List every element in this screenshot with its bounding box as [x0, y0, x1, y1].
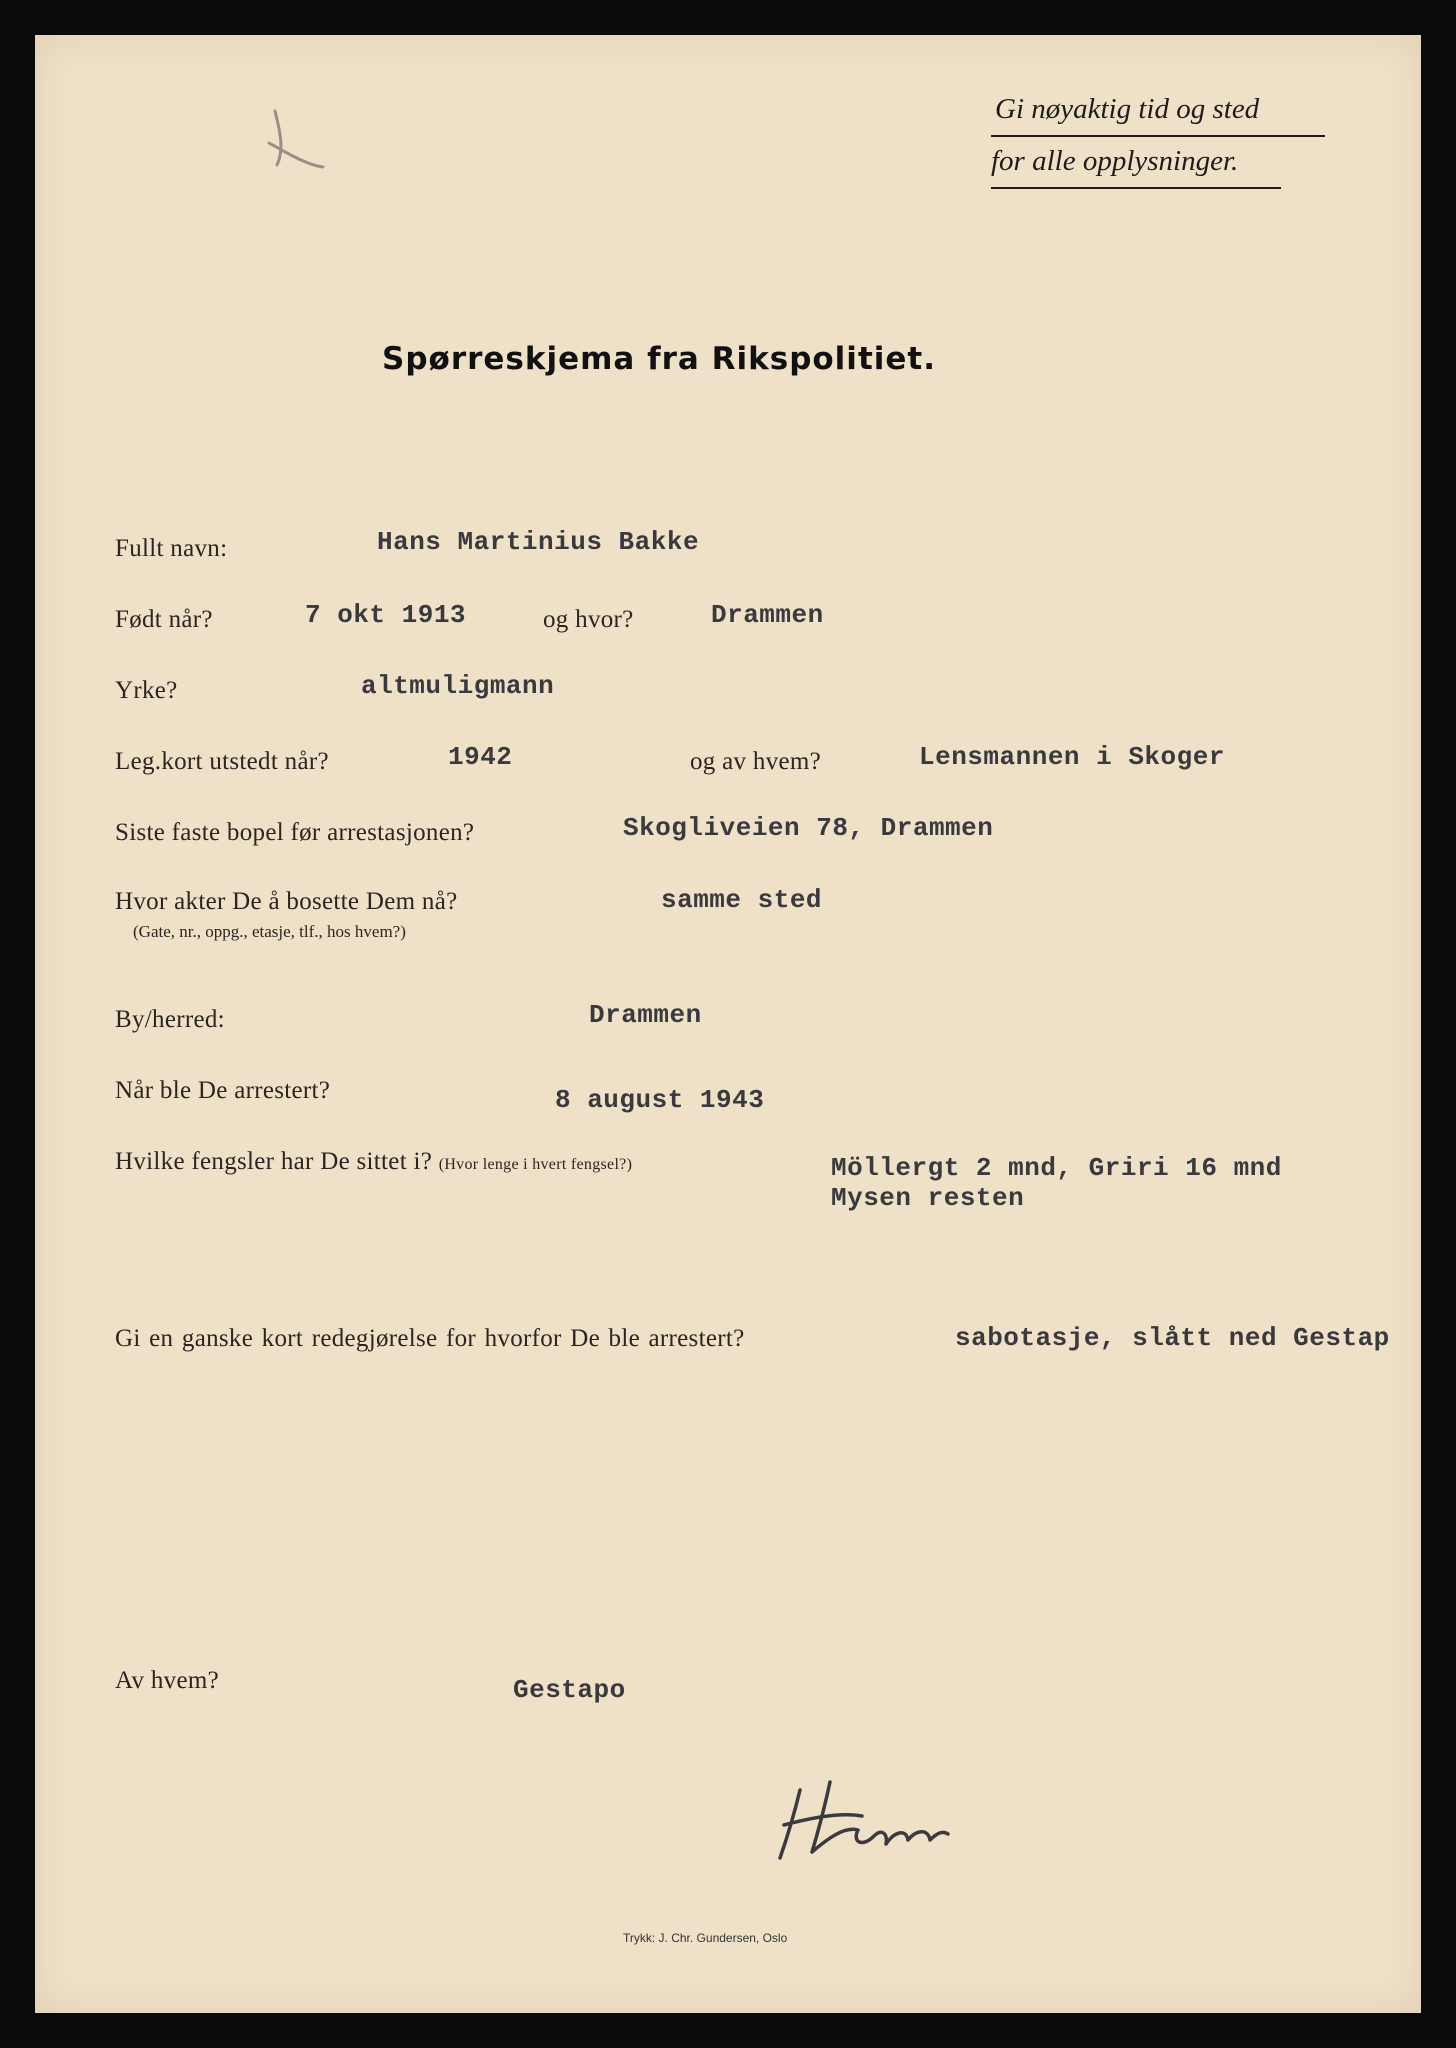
- form-page: [35, 35, 1421, 2013]
- pencil-mark-icon: [267, 103, 327, 173]
- prisons-label: [115, 1148, 632, 1176]
- born-label: Født når?: [115, 606, 213, 633]
- occupation-value: altmuligmann: [361, 671, 555, 701]
- by-whom-label: Av hvem?: [115, 1667, 219, 1694]
- born-value: 7 okt 1913: [305, 600, 467, 630]
- name-label: Fullt navn:: [115, 535, 228, 562]
- note-underline-1: [991, 135, 1325, 137]
- residence-value: Skogliveien 78, Drammen: [623, 813, 994, 843]
- occupation-label: Yrke?: [115, 677, 178, 704]
- idcard-value: 1942: [448, 742, 513, 772]
- town-label: By/herred:: [115, 1006, 225, 1033]
- idcard-label: Leg.kort utstedt når?: [115, 748, 329, 775]
- reason-value-clip: [955, 1323, 1421, 1353]
- settle-label: Hvor akter De å bosette Dem nå?: [115, 888, 458, 915]
- instruction-note-line1: Gi nøyaktig tid og sted: [995, 93, 1260, 125]
- name-value: Hans Martinius Bakke: [377, 527, 700, 557]
- arrested-value: 8 august 1943: [555, 1085, 765, 1115]
- instruction-note-line2: for alle opplysninger.: [991, 145, 1239, 177]
- born-where-label: og hvor?: [543, 606, 634, 633]
- idcard-by-value: Lensmannen i Skoger: [919, 742, 1225, 772]
- reason-value: sabotasje, slått ned Gestap: [955, 1323, 1390, 1353]
- settle-sublabel: (Gate, nr., oppg., etasje, tlf., hos hvem?): [133, 922, 406, 941]
- town-value: Drammen: [589, 1000, 702, 1030]
- arrested-label: Når ble De arrestert?: [115, 1077, 331, 1104]
- born-where-value: Drammen: [711, 600, 824, 630]
- prisons-sublabel: (Hvor lenge i hvert fengsel?): [438, 1156, 633, 1173]
- settle-value: samme sted: [661, 885, 823, 915]
- by-whom-value: Gestapo: [513, 1675, 626, 1705]
- reason-label: Gi en ganske kort redegjørelse for hvorfor De ble arrestert?: [115, 1325, 745, 1352]
- prisons-value-line1: Möllergt 2 mnd, Griri 16 mnd: [831, 1153, 1282, 1183]
- signature-icon: [770, 1770, 960, 1870]
- printer-credit: Trykk: J. Chr. Gundersen, Oslo: [623, 1931, 788, 1945]
- note-underline-2: [991, 187, 1281, 189]
- prisons-label-text: Hvilke fengsler har De sittet i?: [115, 1148, 433, 1175]
- form-title: Spørreskjema fra Rikspolitiet.: [382, 341, 937, 377]
- residence-label: Siste faste bopel før arrestasjonen?: [115, 819, 475, 846]
- prisons-value-line2: Mysen resten: [831, 1183, 1025, 1213]
- idcard-by-label: og av hvem?: [690, 748, 822, 775]
